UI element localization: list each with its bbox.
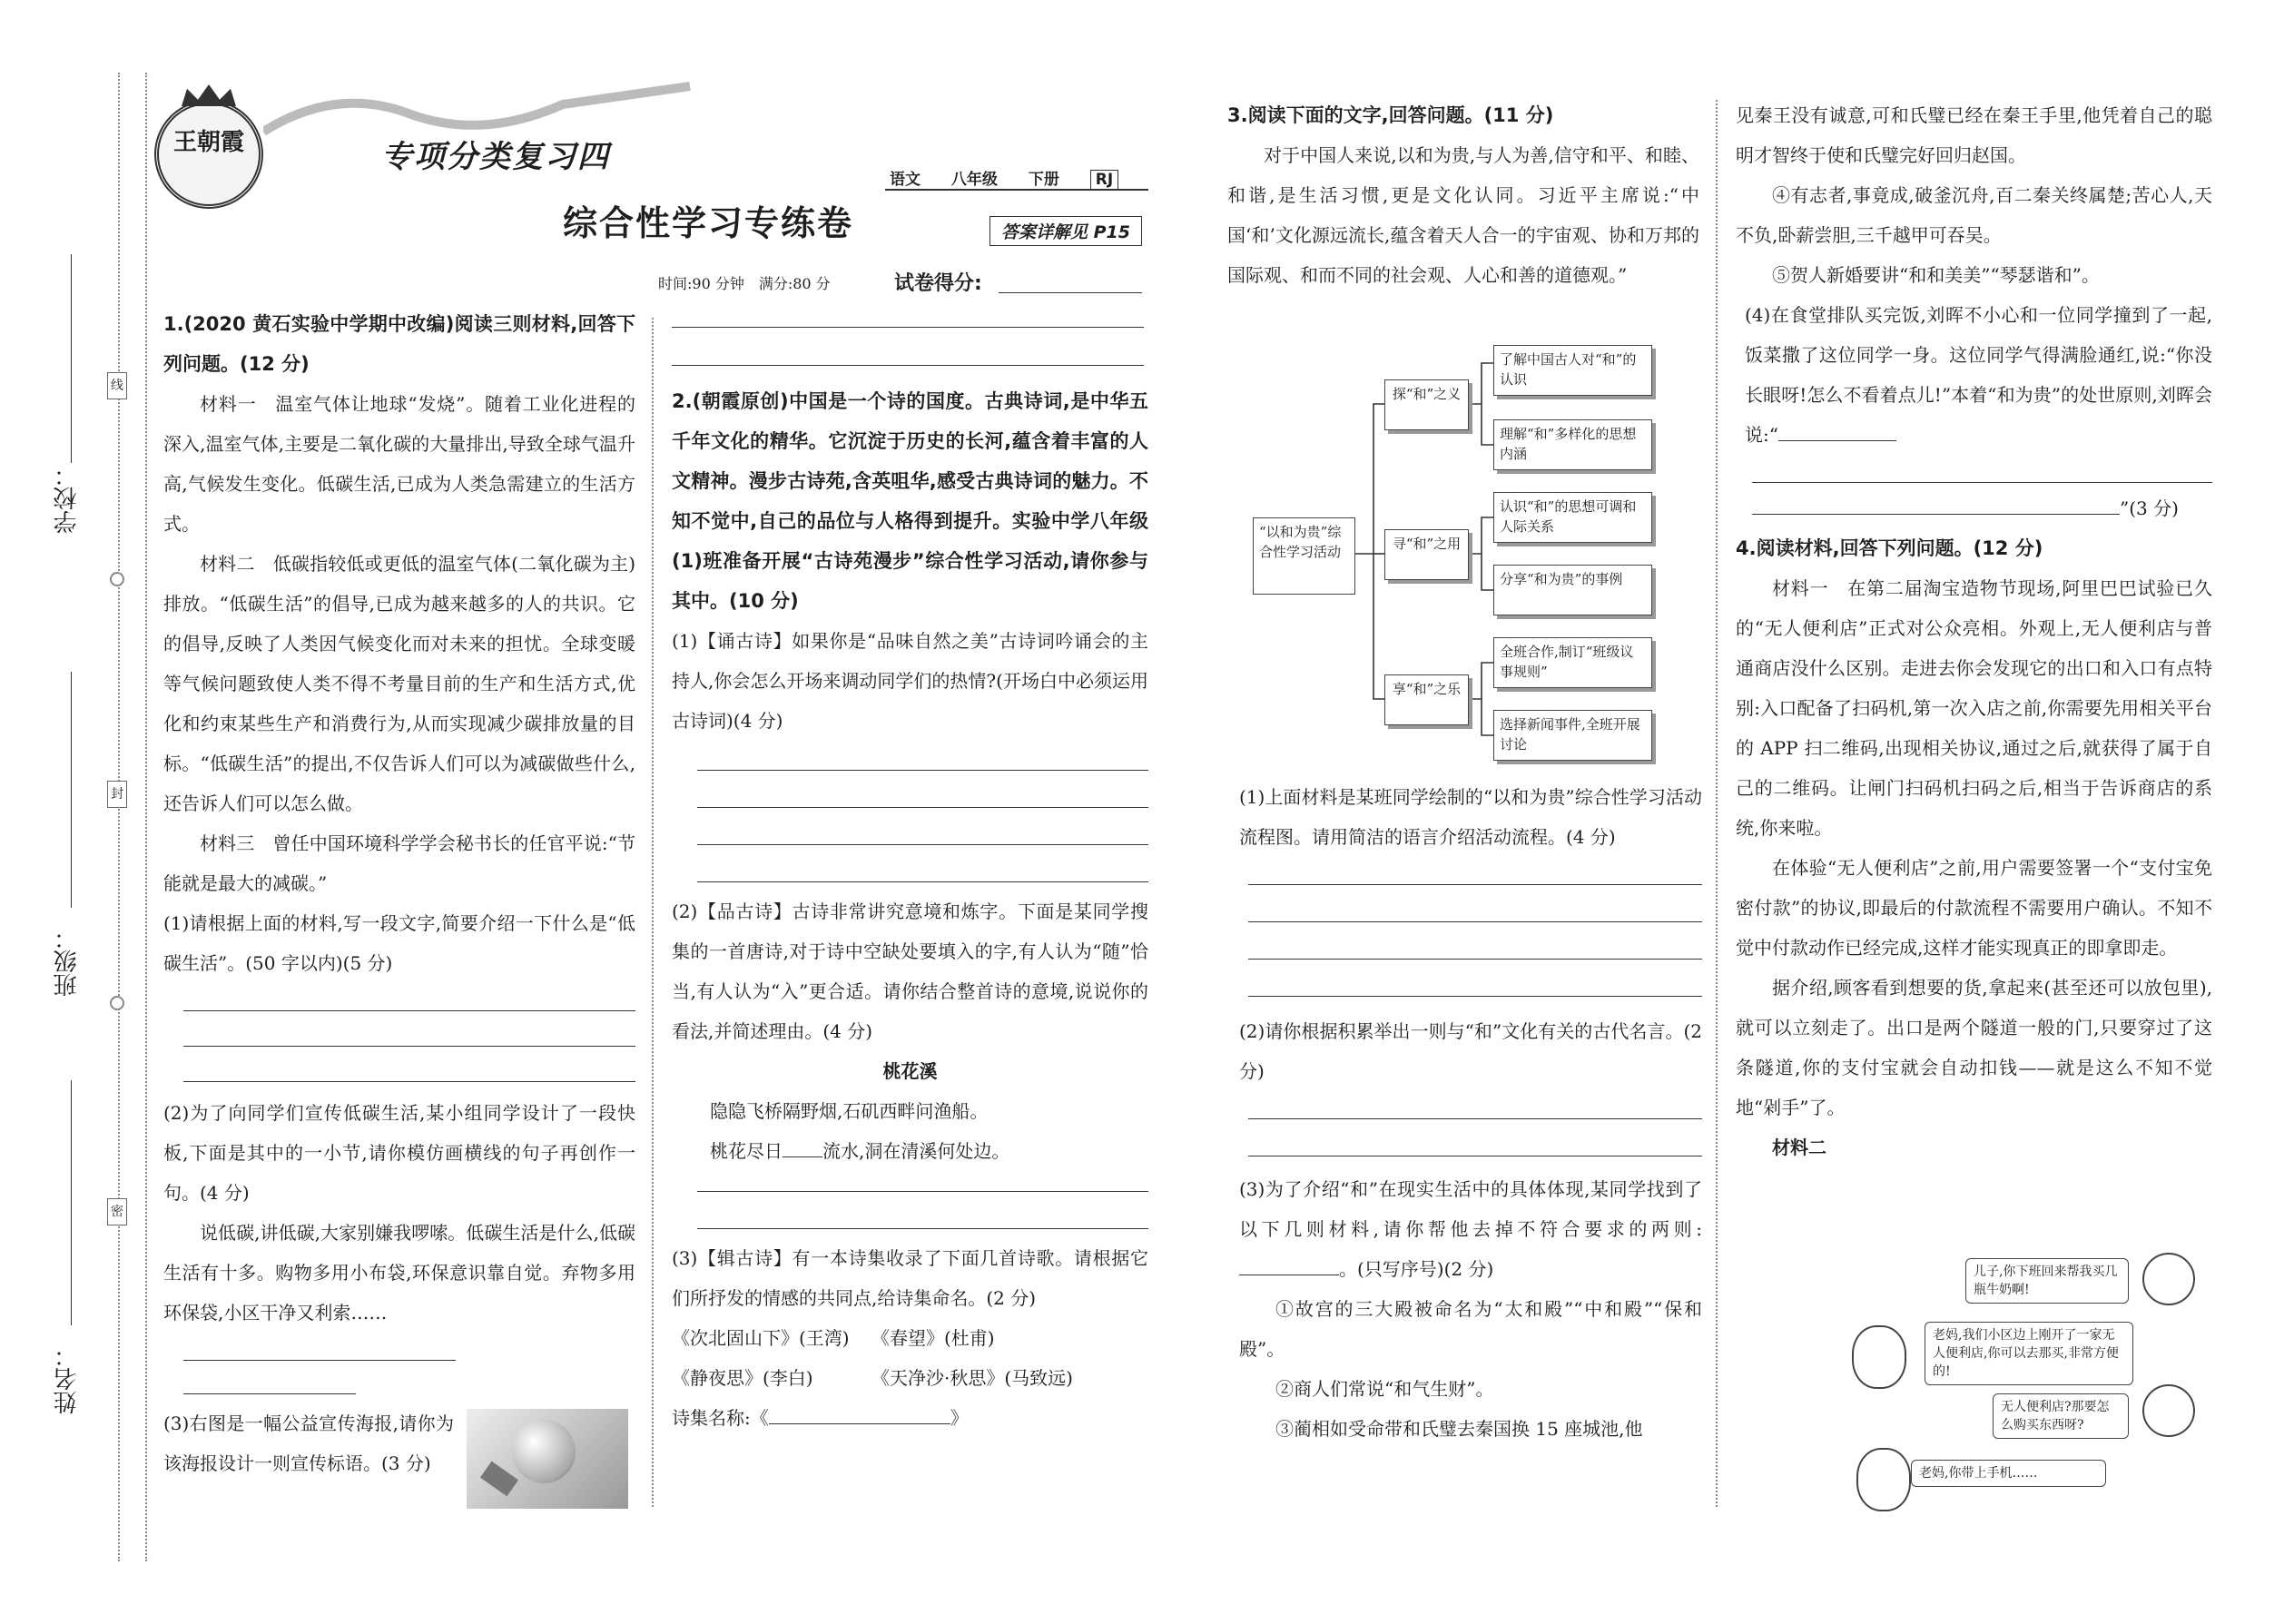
- question-3-subs: [1239, 777, 1702, 1449]
- q1-answer-line-3[interactable]: [183, 1081, 635, 1082]
- poem-list-row-2: [672, 1358, 1148, 1398]
- crown-icon: [182, 84, 236, 106]
- q1-heading: 1.(2020 黄石实验中学期中改编)阅读三则材料,回答下列问题。(12 分): [163, 313, 635, 375]
- q4-heading: 4.阅读材料,回答下列问题。(12 分): [1736, 537, 2043, 559]
- flow-branch-2: 寻“和”之用: [1384, 529, 1469, 580]
- hole-icon-1: [110, 572, 124, 586]
- q3-sub-4: [1745, 295, 2212, 455]
- q3-sub-4-line-3[interactable]: [1752, 514, 2120, 515]
- flow-branch-3: 享“和”之乐: [1384, 674, 1469, 725]
- q3-option-2: ②商人们常说“和气生财”。: [1275, 1378, 1494, 1400]
- poem-list-row-1: [672, 1318, 1148, 1358]
- tag-grade: 八年级: [950, 171, 998, 189]
- q1-sub-1: (1)请根据上面的材料,写一段文字,简要介绍一下什么是“低碳生活”。(50 字以内)(5 分): [163, 912, 635, 974]
- poem-title: 桃花溪: [882, 1060, 938, 1082]
- q1-material-2: 材料二 低碳指较低或更低的温室气体(二氧化碳为主)排放。“低碳生活”的倡导,已成为越来越多的人的共识。它的倡导,反映了人类因气候变化而对未来的担忧。全球变暖等气候问题致使人类不得不考量目前的生产和生活方式,优化和约束某些生产和消费行为,从而实现减少碳排放量的目标。“低碳生活”的提出,不仅告诉人们可以为减碳做些什么,还告诉人们可以怎么做。: [163, 553, 635, 814]
- column-divider-3: [1716, 100, 1718, 1507]
- question-1: [163, 304, 635, 1509]
- q3-sub-3: [1239, 1169, 1702, 1289]
- q1-answer-line-1[interactable]: [183, 1010, 635, 1011]
- column-4: [1736, 95, 2212, 1167]
- poem-blank[interactable]: [783, 1156, 822, 1157]
- q3-option-3-cont: 见秦王没有诚意,可和氏璧已经在秦王手里,他凭着自己的聪明才智终于使和氏璧完好回归赵国。: [1736, 104, 2212, 166]
- q3-sub-3-tail: 。(只写序号)(2 分): [1339, 1258, 1494, 1280]
- school-line: [71, 254, 72, 463]
- son-figure-2-icon: [1856, 1448, 1911, 1511]
- poem-item-3: 《静夜思》(李白): [672, 1367, 813, 1389]
- q3-option-5: ⑤贺人新婚要讲“和和美美”“琴瑟谐和”。: [1772, 264, 2100, 286]
- q2-sub-2: (2)【品古诗】古诗非常讲究意境和炼字。下面是某同学搜集的一首唐诗,对于诗中空缺处要填入的字,有人认为“随”恰当,有人认为“入”更合适。请你结合整首诗的意境,说说你的看法,并简述理由。(4 分): [672, 901, 1148, 1042]
- mother-figure-2-icon: [2142, 1384, 2195, 1437]
- q1-answer-line-2[interactable]: [183, 1046, 635, 1047]
- collection-name-end: 》: [950, 1407, 969, 1429]
- q3-sub-4-end-row: [1752, 488, 2212, 528]
- q3-option-1: ①故宫的三大殿被命名为“太和殿”“中和殿”“保和殿”。: [1239, 1298, 1702, 1360]
- flow-leaf-4: 分享“和为贵”的事例: [1493, 565, 1652, 615]
- q2-top-line-1[interactable]: [672, 327, 1144, 328]
- q3-sub-4-line-2[interactable]: [1752, 482, 2212, 483]
- q2-answer-line-5[interactable]: [697, 1191, 1148, 1192]
- q3-sub-3-text: (3)为了介绍“和”在现实生活中的具体体现,某同学找到了以下几则材料,请你帮他去掉不符合要求的两则:: [1239, 1178, 1702, 1240]
- school-label: 学校：: [54, 463, 81, 534]
- q4-material-1b: 在体验“无人便利店”之前,用户需要签署一个“支付宝免密付款”的协议,即最后的付款流程不需要用户确认。不知不觉中付款动作已经完成,这样才能实现真正的即拿即走。: [1736, 857, 2212, 959]
- q3-sub-1: (1)上面材料是某班同学绘制的“以和为贵”综合性学习活动流程图。请用简洁的语言介绍活动流程。(4 分): [1239, 786, 1702, 848]
- hole-icon-2: [110, 996, 124, 1010]
- collection-name-row: [672, 1398, 1148, 1438]
- tag-row: [890, 166, 1118, 189]
- q2-answer-line-2[interactable]: [697, 807, 1148, 808]
- q3-option-4: ④有志者,事竟成,破釜沉舟,百二秦关终属楚;苦心人,天不负,卧薪尝胆,三千越甲可吞吴。: [1736, 184, 2212, 246]
- flow-leaf-1: 了解中国古人对“和”的认识: [1493, 345, 1652, 396]
- name-label: 姓名：: [54, 1343, 81, 1414]
- q1-answer-line-4[interactable]: [183, 1360, 456, 1361]
- son-figure-icon: [1852, 1325, 1906, 1389]
- name-line: [71, 1080, 72, 1325]
- question-3: [1227, 95, 1699, 295]
- q3-sub-4-end: ”(3 分): [2120, 497, 2179, 519]
- poem-item-2: 《春望》(杜甫): [871, 1327, 995, 1349]
- binding-line-outer: [118, 73, 120, 1561]
- q2-answer-line-6[interactable]: [697, 1228, 1148, 1229]
- q1-sub-3: (3)右图是一幅公益宣传海报,请你为该海报设计一则宣传标语。(3 分): [163, 1412, 454, 1474]
- tag-subject: 语文: [890, 171, 921, 189]
- logo-text: 王朝霞: [172, 129, 244, 156]
- poem-line-2a: 桃花尽日: [710, 1140, 783, 1162]
- series-title: 专项分类复习四: [381, 139, 610, 175]
- seal-mark-3: 密: [107, 1198, 127, 1225]
- collection-name-input[interactable]: [769, 1423, 950, 1424]
- flow-leaf-2: 理解“和”多样化的思想内涵: [1493, 419, 1652, 470]
- poem-line-1: 隐隐飞桥隔野烟,石矶西畔问渔船。: [710, 1100, 989, 1122]
- tag-edition: RJ: [1090, 170, 1118, 190]
- q1-sub-2: (2)为了向同学们宣传低碳生活,某小组同学设计了一段快板,下面是其中的一小节,请你模仿画横线的句子再创作一句。(4 分): [163, 1102, 635, 1204]
- binding-line-inner: [145, 73, 147, 1561]
- q1-answer-line-5[interactable]: [183, 1393, 356, 1394]
- flow-leaf-3: 认识“和”的思想可调和人际关系: [1493, 492, 1652, 543]
- q3-answer-line-3[interactable]: [1248, 959, 1702, 960]
- question-2: [672, 381, 1148, 1438]
- flow-root: “以和为贵”综合性学习活动: [1253, 517, 1355, 595]
- q2-answer-line-3[interactable]: [697, 844, 1148, 845]
- seal-mark-1: 线: [107, 372, 127, 399]
- speech-bubble-4: 老妈,你带上手机……: [1911, 1460, 2106, 1487]
- q2-sub-3: (3)【辑古诗】有一本诗集收录了下面几首诗歌。请根据它们所抒发的情感的共同点,给诗集命名。(2 分): [672, 1247, 1148, 1309]
- flow-branch-1: 探“和”之义: [1384, 379, 1469, 430]
- answer-ref-box: 答案详解见 P15: [989, 216, 1142, 246]
- q1-kuaiban: 说低碳,讲低碳,大家别嫌我啰嗦。低碳生活是什么,低碳生活有十多。购物多用小布袋,环保意识靠自觉。弃物多用环保袋,小区干净又利索……: [163, 1222, 635, 1324]
- page-title: 综合性学习专练卷: [563, 203, 854, 243]
- score-input[interactable]: [999, 292, 1142, 293]
- poem-item-1: 《次北固山下》(王湾): [672, 1327, 850, 1349]
- q3-sub-4-text: (4)在食堂排队买完饭,刘晖不小心和一位同学撞到了一起,饭菜撒了这位同学一身。这位同学气得满脸通红,说:“你没长眼呀!怎么不看着点儿!”本着“和为贵”的处世原则,刘晖会说:“: [1745, 304, 2212, 446]
- speech-bubble-2: 老妈,我们小区边上刚开了一家无人便利店,你可以去那买,非常方便的!: [1925, 1322, 2133, 1385]
- poem-line-2b: 流水,洞在清溪何处边。: [822, 1140, 1010, 1162]
- tag-volume: 下册: [1028, 171, 1059, 189]
- mother-figure-icon: [2142, 1253, 2195, 1305]
- q3-answer-line-4[interactable]: [1248, 996, 1702, 997]
- q3-sub-4-blank[interactable]: [1778, 440, 1896, 441]
- class-label: 班级：: [54, 926, 81, 997]
- seal-mark-2: 封: [107, 781, 127, 808]
- speech-bubble-3: 无人便利店?那要怎么购买东西呀?: [1993, 1393, 2129, 1439]
- q3-heading: 3.阅读下面的文字,回答问题。(11 分): [1227, 104, 1554, 126]
- tag-underline: [885, 189, 1148, 191]
- class-line: [71, 672, 72, 908]
- time-info: 时间:90 分钟 满分:80 分: [658, 275, 831, 292]
- q3-sub-2: (2)请你根据积累举出一则与“和”文化有关的古代名言。(2 分): [1239, 1020, 1702, 1082]
- q4-material-2-label: 材料二: [1772, 1137, 1826, 1158]
- q4-material-1c: 据介绍,顾客看到想要的货,拿起来(甚至还可以放包里),就可以立刻走了。出口是两个隧道一般的门,只要穿过了这条隧道,你的支付宝就会自动扣钱——就是这么不知不觉地“剁手”了。: [1736, 977, 2212, 1118]
- q3-answer-line-5[interactable]: [1248, 1118, 1702, 1119]
- q2-heading: 2.(朝霞原创)中国是一个诗的国度。古典诗词,是中华五千年文化的精华。它沉淀于历史的长河,蕴含着丰富的人文精神。漫步古诗苑,含英咀华,感受古典诗词的魅力。不知不觉中,自己的品位与人格得到提升。实验中学八年级(1)班准备开展“古诗苑漫步”综合性学习活动,请你参与其中。(10 分): [672, 390, 1148, 612]
- flow-leaf-6: 选择新闻事件,全班开展讨论: [1493, 710, 1652, 761]
- q3-answer-line-2[interactable]: [1248, 921, 1702, 922]
- logo-badge: [154, 100, 263, 209]
- q2-answer-line-4[interactable]: [697, 881, 1148, 882]
- q1-material-3: 材料三 曾任中国环境科学学会秘书长的任官平说:“节能就是最大的减碳。”: [163, 832, 635, 894]
- poem-line-2: [710, 1131, 1148, 1171]
- q3-option-3: ③蔺相如受命带和氏璧去秦国换 15 座城池,他: [1275, 1418, 1643, 1440]
- q4-material-1: 材料一 在第二届淘宝造物节现场,阿里巴巴试验已久的“无人便利店”正式对公众亮相。外观上,无人便利店与普通商店没什么区别。走进去你会发现它的出口和入口有点特别:入口配备了扫码机,第一次入店之前,你需要先用相关平台的 APP 扫二维码,出现相关协议,通过之后,就获得了属于自己的二维码。让闸门扫码机扫码之后,相当于告诉商店的系统,你来啦。: [1736, 577, 2212, 839]
- speech-bubble-1: 儿子,你下班回来帮我买几瓶牛奶啊!: [1965, 1258, 2129, 1304]
- q2-sub-1: (1)【诵古诗】如果你是“品味自然之美”古诗词吟诵会的主持人,你会怎么开场来调动同学们的热情?(开场白中必须运用古诗词)(4 分): [672, 630, 1148, 732]
- flow-leaf-5: 全班合作,制订“班级议事规则”: [1493, 637, 1652, 688]
- q2-answer-line-1[interactable]: [697, 770, 1148, 771]
- column-divider-1: [652, 318, 654, 1507]
- poem-item-4: 《天净沙·秋思》(马致远): [871, 1367, 1073, 1389]
- q1-material-1: 材料一 温室气体让地球“发烧”。随着工业化进程的深入,温室气体,主要是二氧化碳的大量排出,导致全球气温升高,气候发生变化。低碳生活,已成为人类急需建立的生活方式。: [163, 393, 635, 535]
- collection-name-label: 诗集名称:《: [672, 1407, 769, 1429]
- lightbulb-poster-image: [467, 1409, 628, 1509]
- bulb-base-icon: [480, 1462, 518, 1497]
- q3-text: 对于中国人来说,以和为贵,与人为善,信守和平、和睦、和谐,是生活习惯,更是文化认同。习近平主席说:“中国‘和’文化源远流长,蕴含着天人合一的宇宙观、协和万邦的国际观、和而不同的社会观、人心和善的道德观。”: [1227, 144, 1699, 286]
- lightbulb-icon: [512, 1420, 576, 1483]
- score-label: 试卷得分:: [894, 272, 982, 295]
- q3-answer-line-1[interactable]: [1248, 884, 1702, 885]
- q2-top-line-2[interactable]: [672, 365, 1144, 366]
